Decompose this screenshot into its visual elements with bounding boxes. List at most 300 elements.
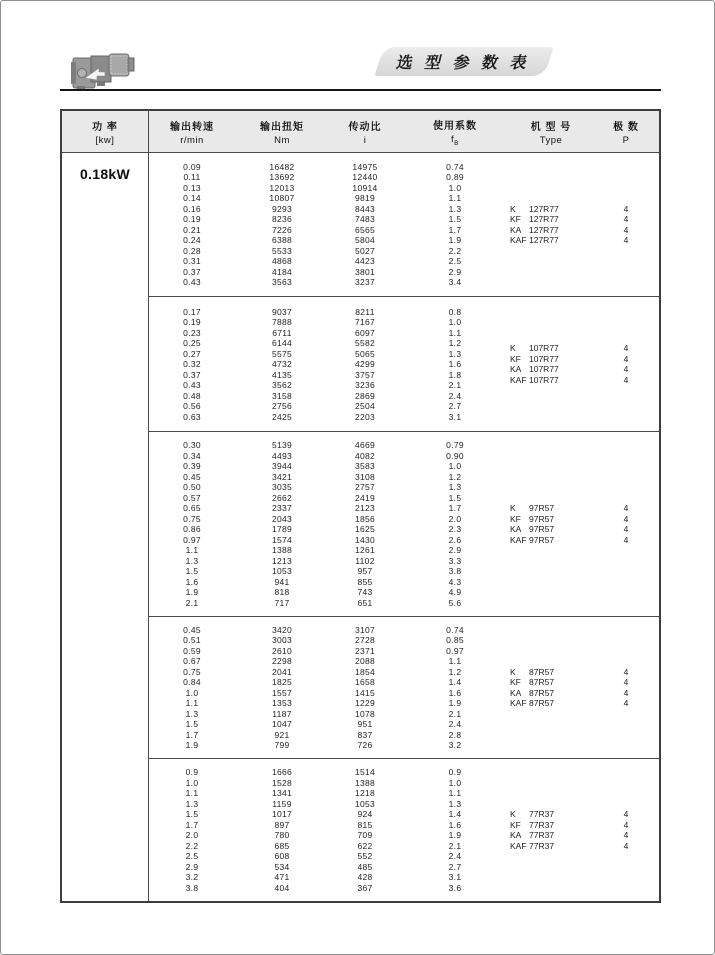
cell-torque: 2337 <box>271 503 293 514</box>
cell-factor: 1.1 <box>448 193 462 204</box>
cell-torque: 9293 <box>271 203 293 214</box>
cell-model-type: K 77R37 <box>510 809 555 820</box>
cell-torque: 685 <box>274 840 290 851</box>
type-row <box>509 677 659 688</box>
cell-torque: 471 <box>274 872 290 883</box>
cell-torque: 5575 <box>271 348 293 359</box>
cell-ratio: 14975 <box>352 161 378 172</box>
cell-torque: 7226 <box>271 224 293 235</box>
cell-torque: 1187 <box>272 708 292 719</box>
cell-speed: 0.43 <box>183 277 201 288</box>
type-block <box>509 667 659 709</box>
cell-model-type: KA 87R57 <box>510 687 555 698</box>
cell-speed: 3.2 <box>185 872 199 883</box>
cell-factor: 3.1 <box>448 872 462 883</box>
cell-speed: 1.1 <box>185 698 199 709</box>
cell-factor: 0.90 <box>446 450 464 461</box>
cell-speed: 0.19 <box>183 214 201 225</box>
cell-torque: 2041 <box>271 666 293 677</box>
cell-model-type: K 127R77 <box>510 203 559 214</box>
cell-factor: 1.1 <box>448 656 462 667</box>
cell-torque: 2610 <box>271 645 293 656</box>
cell-torque: 2043 <box>271 513 293 524</box>
power-rating: 0.18kW <box>79 166 131 182</box>
cell-speed: 1.3 <box>185 708 199 719</box>
cell-torque: 1159 <box>272 798 292 809</box>
cell-torque: 4868 <box>271 256 293 267</box>
cell-ratio: 2419 <box>354 492 376 503</box>
cell-ratio: 1854 <box>354 666 376 677</box>
cell-ratio: 10914 <box>352 182 378 193</box>
cell-torque: 534 <box>274 861 290 872</box>
cell-ratio: 2757 <box>354 482 376 493</box>
cell-factor: 1.6 <box>448 819 462 830</box>
cell-factor: 0.79 <box>446 440 464 451</box>
page-title: 选 型 参 数 表 <box>394 55 533 72</box>
cell-torque: 3944 <box>271 461 293 472</box>
cell-factor: 0.74 <box>446 624 464 635</box>
cell-ratio: 4082 <box>354 450 376 461</box>
cell-poles: 4 <box>623 819 629 830</box>
cell-factor: 1.7 <box>448 224 462 235</box>
table-row <box>149 401 659 412</box>
cell-ratio: 6565 <box>354 224 376 235</box>
table-row <box>149 577 659 588</box>
cell-factor: 3.2 <box>448 740 462 751</box>
cell-speed: 1.5 <box>185 719 199 730</box>
cell-poles: 4 <box>623 677 629 688</box>
cell-factor: 1.5 <box>448 214 462 225</box>
cell-factor: 1.4 <box>448 809 462 820</box>
cell-factor: 1.3 <box>448 348 462 359</box>
table-section-1 <box>149 153 659 296</box>
cell-torque: 1388 <box>271 545 293 556</box>
cell-speed: 0.30 <box>183 440 201 451</box>
cell-ratio: 1229 <box>354 698 376 709</box>
cell-speed: 0.67 <box>183 656 201 667</box>
table-row <box>149 472 659 483</box>
cell-factor: 1.0 <box>448 317 462 327</box>
cell-model-type: KF 127R77 <box>510 214 559 225</box>
table-row <box>149 440 659 451</box>
cell-ratio: 743 <box>357 587 373 598</box>
cell-speed: 1.1 <box>185 788 199 799</box>
cell-poles: 4 <box>623 513 629 524</box>
table-row <box>149 411 659 422</box>
cell-ratio: 485 <box>357 861 373 872</box>
cell-speed: 0.50 <box>183 482 201 493</box>
cell-speed: 0.37 <box>183 266 201 277</box>
type-row <box>509 364 659 375</box>
cell-torque: 2756 <box>271 401 293 411</box>
cell-poles: 4 <box>623 840 629 851</box>
cell-ratio: 3108 <box>354 471 376 482</box>
cell-speed: 1.7 <box>185 729 199 740</box>
cell-torque: 921 <box>274 729 290 740</box>
cell-ratio: 651 <box>357 597 373 608</box>
table-row <box>149 635 659 646</box>
cell-torque: 3563 <box>271 277 293 288</box>
cell-model-type: KF 77R37 <box>510 819 555 830</box>
table-section-5 <box>149 758 659 901</box>
cell-torque: 3420 <box>271 624 293 635</box>
cell-torque: 1789 <box>271 524 293 535</box>
cell-factor: 2.1 <box>448 380 462 390</box>
cell-ratio: 367 <box>357 882 373 893</box>
cell-factor: 1.6 <box>448 359 462 369</box>
cell-model-type: KA 107R77 <box>510 364 559 375</box>
cell-poles: 4 <box>623 809 629 820</box>
type-row <box>509 503 659 514</box>
cell-torque: 818 <box>274 587 290 598</box>
cell-torque: 1053 <box>271 566 293 577</box>
cell-torque: 16482 <box>269 161 295 172</box>
cell-torque: 1557 <box>271 687 293 698</box>
cell-ratio: 1388 <box>354 777 376 788</box>
cell-ratio: 1053 <box>354 798 376 809</box>
data-column <box>149 153 659 901</box>
type-row <box>509 354 659 365</box>
cell-factor: 1.0 <box>448 777 462 788</box>
table-section-4 <box>149 616 659 758</box>
cell-ratio: 3757 <box>354 369 376 380</box>
type-row <box>509 514 659 525</box>
cell-model-type: KA 77R37 <box>510 830 555 841</box>
cell-factor: 1.4 <box>448 677 462 688</box>
cell-ratio: 3237 <box>354 277 376 288</box>
table-header <box>62 111 659 153</box>
cell-speed: 0.75 <box>183 513 201 524</box>
table-row <box>149 461 659 472</box>
cell-torque: 1528 <box>271 777 293 788</box>
cell-ratio: 5582 <box>354 338 376 348</box>
cell-ratio: 855 <box>357 576 373 587</box>
cell-speed: 0.14 <box>183 193 201 204</box>
cell-speed: 0.51 <box>183 635 201 646</box>
cell-speed: 1.0 <box>185 777 199 788</box>
cell-factor: 1.1 <box>448 327 462 338</box>
cell-torque: 1666 <box>271 767 293 778</box>
table-row <box>149 656 659 667</box>
table-body <box>62 153 659 901</box>
selection-table <box>60 109 661 903</box>
cell-torque: 1017 <box>271 809 293 820</box>
cell-torque: 1574 <box>271 534 293 545</box>
cell-speed: 0.31 <box>183 256 201 267</box>
cell-ratio: 5065 <box>354 348 376 359</box>
cell-torque: 1047 <box>271 719 293 730</box>
cell-torque: 5139 <box>271 440 293 451</box>
cell-factor: 2.3 <box>448 524 462 535</box>
cell-torque: 9037 <box>271 306 293 317</box>
cell-ratio: 5804 <box>354 235 376 246</box>
cell-speed: 2.0 <box>185 830 199 841</box>
cell-ratio: 924 <box>357 809 373 820</box>
cell-speed: 0.17 <box>183 306 201 317</box>
table-row <box>149 625 659 636</box>
cell-factor: 1.6 <box>448 687 462 698</box>
cell-ratio: 12440 <box>352 172 378 183</box>
cell-factor: 1.2 <box>448 338 462 348</box>
cell-speed: 0.45 <box>183 624 201 635</box>
cell-factor: 2.7 <box>448 401 462 411</box>
cell-factor: 0.89 <box>446 172 464 183</box>
cell-torque: 1353 <box>271 698 293 709</box>
cell-torque: 780 <box>274 830 290 841</box>
table-row <box>149 646 659 657</box>
cell-speed: 0.84 <box>183 677 201 688</box>
cell-poles: 4 <box>623 524 629 535</box>
cell-factor: 2.4 <box>448 390 462 401</box>
cell-speed: 1.9 <box>185 740 199 751</box>
cell-speed: 1.3 <box>185 798 199 809</box>
gearmotor-photo-icon <box>71 48 137 92</box>
cell-poles: 4 <box>623 374 629 385</box>
cell-model-type: K 87R57 <box>510 666 555 677</box>
cell-torque: 6711 <box>272 327 292 338</box>
table-row <box>149 451 659 462</box>
cell-ratio: 5027 <box>354 245 376 256</box>
cell-speed: 1.6 <box>185 576 199 587</box>
table-row <box>149 493 659 504</box>
table-row <box>149 183 659 194</box>
cell-torque: 6388 <box>271 235 293 246</box>
power-column <box>62 153 149 901</box>
cell-ratio: 622 <box>357 840 373 851</box>
table-row <box>149 730 659 741</box>
cell-ratio: 9819 <box>354 193 376 204</box>
cell-ratio: 8211 <box>355 306 375 317</box>
table-row <box>149 277 659 288</box>
table-row <box>149 566 659 577</box>
cell-ratio: 8443 <box>354 203 376 214</box>
table-row <box>149 872 659 883</box>
cell-torque: 7888 <box>271 317 293 327</box>
cell-speed: 1.0 <box>185 687 199 698</box>
type-row <box>509 698 659 709</box>
cell-torque: 799 <box>274 740 290 751</box>
cell-model-type: KAF 97R57 <box>510 534 555 545</box>
cell-poles: 4 <box>623 224 629 235</box>
cell-speed: 0.97 <box>183 534 201 545</box>
table-row <box>149 767 659 778</box>
cell-ratio: 726 <box>357 740 373 751</box>
cell-poles: 4 <box>623 214 629 225</box>
title-band <box>374 47 553 76</box>
cell-speed: 0.56 <box>183 401 201 411</box>
cell-ratio: 1430 <box>354 534 376 545</box>
cell-torque: 3003 <box>271 635 293 646</box>
cell-speed: 1.7 <box>185 819 199 830</box>
cell-ratio: 1856 <box>354 513 376 524</box>
col-header-speed: 输出转速 r/min <box>170 121 214 146</box>
cell-ratio: 2728 <box>354 635 376 646</box>
cell-model-type: K 97R57 <box>510 503 555 514</box>
table-row <box>149 317 659 328</box>
type-row <box>509 204 659 215</box>
cell-ratio: 815 <box>357 819 373 830</box>
cell-torque: 10807 <box>269 193 295 204</box>
cell-poles: 4 <box>623 203 629 214</box>
cell-speed: 0.39 <box>183 461 201 472</box>
cell-poles: 4 <box>623 343 629 354</box>
cell-factor: 0.97 <box>446 645 464 656</box>
cell-ratio: 4423 <box>354 256 376 267</box>
table-row <box>149 788 659 799</box>
cell-factor: 4.9 <box>448 587 462 598</box>
cell-ratio: 2504 <box>354 401 376 411</box>
cell-speed: 0.48 <box>183 390 201 401</box>
type-block <box>509 809 659 851</box>
cell-ratio: 1078 <box>354 708 376 719</box>
cell-speed: 1.5 <box>185 566 199 577</box>
cell-model-type: KA 97R57 <box>510 524 555 535</box>
cell-speed: 0.63 <box>183 411 201 422</box>
cell-factor: 0.74 <box>446 161 464 172</box>
cell-torque: 608 <box>274 851 290 862</box>
cell-ratio: 428 <box>357 872 373 883</box>
cell-ratio: 3107 <box>354 624 376 635</box>
cell-ratio: 4669 <box>354 440 376 451</box>
cell-ratio: 951 <box>357 719 373 730</box>
cell-ratio: 957 <box>357 566 373 577</box>
cell-torque: 404 <box>274 882 290 893</box>
type-row <box>509 820 659 831</box>
cell-ratio: 709 <box>357 830 373 841</box>
table-row <box>149 851 659 862</box>
type-block <box>509 204 659 246</box>
cell-speed: 0.27 <box>183 348 201 359</box>
cell-speed: 0.11 <box>183 172 201 183</box>
cell-torque: 3158 <box>271 390 293 401</box>
cell-factor: 3.4 <box>448 277 462 288</box>
cell-factor: 0.9 <box>448 767 462 778</box>
table-row <box>149 327 659 338</box>
cell-factor: 3.3 <box>448 555 462 566</box>
cell-factor: 1.0 <box>448 461 462 472</box>
table-row <box>149 883 659 894</box>
col-header-ratio: 传动比 i <box>348 121 382 146</box>
cell-torque: 6144 <box>271 338 293 348</box>
cell-torque: 4493 <box>271 450 293 461</box>
cell-model-type: K 107R77 <box>510 343 559 354</box>
cell-ratio: 6097 <box>354 327 376 338</box>
table-row <box>149 587 659 598</box>
cell-torque: 12013 <box>269 182 295 193</box>
cell-speed: 0.59 <box>183 645 201 656</box>
cell-poles: 4 <box>623 687 629 698</box>
cell-torque: 1341 <box>271 788 293 799</box>
cell-factor: 2.9 <box>448 266 462 277</box>
cell-speed: 0.34 <box>183 450 201 461</box>
type-row <box>509 809 659 820</box>
cell-poles: 4 <box>623 364 629 375</box>
cell-speed: 0.45 <box>183 471 201 482</box>
cell-ratio: 2371 <box>354 645 376 656</box>
cell-poles: 4 <box>623 353 629 364</box>
cell-factor: 1.8 <box>448 369 462 380</box>
cell-model-type: KF 97R57 <box>510 513 555 524</box>
cell-factor: 2.8 <box>448 729 462 740</box>
type-row <box>509 841 659 852</box>
cell-model-type: KF 87R57 <box>510 677 555 688</box>
cell-ratio: 1261 <box>354 545 376 556</box>
cell-factor: 2.1 <box>448 708 462 719</box>
type-row <box>509 375 659 386</box>
table-row <box>149 862 659 873</box>
type-row <box>509 667 659 678</box>
table-row <box>149 545 659 556</box>
cell-factor: 2.0 <box>448 513 462 524</box>
cell-speed: 0.16 <box>183 203 201 214</box>
col-header-poles: 极 数 P <box>613 121 639 146</box>
cell-poles: 4 <box>623 830 629 841</box>
cell-speed: 0.86 <box>183 524 201 535</box>
cell-factor: 1.3 <box>448 203 462 214</box>
cell-speed: 1.1 <box>185 545 199 556</box>
cell-factor: 1.9 <box>448 235 462 246</box>
table-row <box>149 172 659 183</box>
cell-model-type: KAF 127R77 <box>510 235 559 246</box>
cell-ratio: 3583 <box>354 461 376 472</box>
cell-ratio: 3236 <box>354 380 376 390</box>
table-row <box>149 246 659 257</box>
cell-model-type: KF 107R77 <box>510 353 559 364</box>
type-row <box>509 343 659 354</box>
cell-speed: 0.9 <box>185 767 199 778</box>
cell-ratio: 1415 <box>354 687 376 698</box>
cell-torque: 4184 <box>271 266 293 277</box>
col-header-type: 机 型 号 Type <box>530 121 572 146</box>
cell-torque: 4732 <box>271 359 293 369</box>
cell-torque: 3421 <box>271 471 293 482</box>
cell-torque: 2662 <box>271 492 293 503</box>
cell-speed: 0.25 <box>183 338 201 348</box>
cell-torque: 13692 <box>269 172 295 183</box>
cell-factor: 5.6 <box>448 597 462 608</box>
cell-ratio: 2203 <box>354 411 376 422</box>
cell-speed: 2.5 <box>185 851 199 862</box>
cell-torque: 4135 <box>271 369 293 380</box>
cell-speed: 2.2 <box>185 840 199 851</box>
table-row <box>149 709 659 720</box>
cell-factor: 1.3 <box>448 798 462 809</box>
cell-torque: 2298 <box>271 656 293 667</box>
cell-speed: 0.23 <box>183 327 201 338</box>
type-row <box>509 214 659 225</box>
cell-ratio: 2088 <box>354 656 376 667</box>
cell-ratio: 7483 <box>354 214 376 225</box>
type-row <box>509 235 659 246</box>
cell-poles: 4 <box>623 503 629 514</box>
cell-factor: 1.2 <box>448 471 462 482</box>
cell-factor: 3.8 <box>448 566 462 577</box>
cell-factor: 2.1 <box>448 840 462 851</box>
cell-ratio: 552 <box>357 851 373 862</box>
cell-poles: 4 <box>623 666 629 677</box>
cell-speed: 0.21 <box>183 224 201 235</box>
table-row <box>149 719 659 730</box>
cell-factor: 4.3 <box>448 576 462 587</box>
table-row <box>149 256 659 267</box>
cell-speed: 0.65 <box>183 503 201 514</box>
cell-ratio: 837 <box>357 729 373 740</box>
table-row <box>149 799 659 810</box>
cell-torque: 1213 <box>271 555 293 566</box>
cell-factor: 2.4 <box>448 851 462 862</box>
cell-torque: 717 <box>274 597 290 608</box>
table-row <box>149 556 659 567</box>
